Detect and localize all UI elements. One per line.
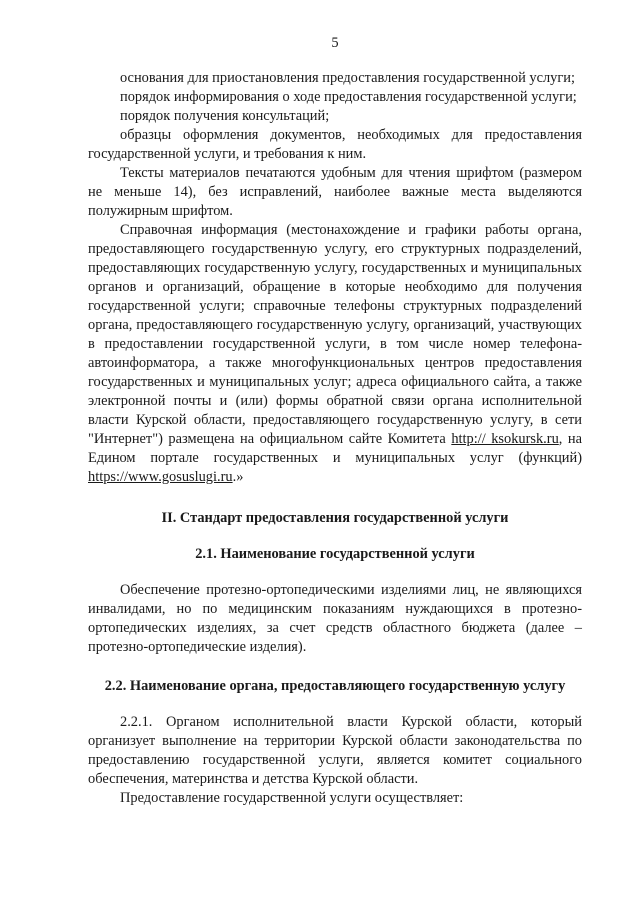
gosuslugi-link[interactable]: https://www.gosuslugi.ru bbox=[88, 469, 233, 485]
subsection-2-title: 2.2. Наименование органа, предоставляющего государственную услугу bbox=[104, 678, 566, 694]
subsection-2-text: 2.2.1. Органом исполнительной власти Курской области, который организует выполнение на территории Курской области законодательства по предоставлению государственной услуги, является комитет социального обеспечения, материнства и детства Курской области. bbox=[88, 714, 582, 787]
intro-item-document-samples: образцы оформления документов, необходимых для предоставления государственной услуги, и требования к ним. bbox=[88, 127, 582, 162]
last-line: Предоставление государственной услуги осуществляет: bbox=[120, 790, 464, 806]
reference-text-end: .» bbox=[232, 469, 244, 485]
texts-paragraph: Тексты материалов печатаются удобным для чтения шрифтом (размером не меньше 14), без исправлений, наиболее важные места выделяются полужирным шрифтом. bbox=[88, 165, 582, 219]
subsection-1-title: 2.1. Наименование государственной услуги bbox=[195, 546, 475, 562]
reference-text-middle: , на Едином портале государственных и муниципальных услуг (функций) bbox=[88, 431, 582, 466]
page-number: 5 bbox=[331, 35, 339, 51]
intro-item-suspension: основания для приостановления предоставления государственной услуги; bbox=[120, 70, 575, 86]
intro-item-consultations: порядок получения консультаций; bbox=[120, 108, 330, 124]
intro-item-progress-info: порядок информирования о ходе предоставления государственной услуги; bbox=[120, 89, 577, 105]
subsection-1-text: Обеспечение протезно-ортопедическими изделиями лиц, не являющихся инвалидами, но по медицинским показаниям нуждающихся в протезно-ортопедических изделиях, за счет средств областного бюджета (далее – протезно-ортопедические изделия). bbox=[88, 582, 582, 655]
ksokursk-link[interactable]: http:// ksokursk.ru bbox=[451, 431, 559, 447]
reference-text-start: Справочная информация (местонахождение и графики работы органа, предоставляющего государственную услугу, его структурных подразделений, предоставляющих государственную услугу, государственных и муниципальных органов и организаций, обращение в которые необходимо для получения государственной услуги; справочные телефоны структурных подразделений органа, предоставляющего государственную услугу, организаций, участвующих в предоставлении государственной услуги, в том числе номер телефона-автоинформатора, а также многофункциональных центров предоставления государственных и муниципальных услуг; адреса официального сайта, а также электронной почты и (или) формы обратной связи органа исполнительной власти Курской области, предоставляющего государственную услугу, в сети "Интернет") размещена на официальном сайте Комитета bbox=[88, 222, 582, 447]
section-title: II. Стандарт предоставления государственной услуги bbox=[161, 510, 509, 526]
reference-paragraph bbox=[88, 221, 582, 487]
